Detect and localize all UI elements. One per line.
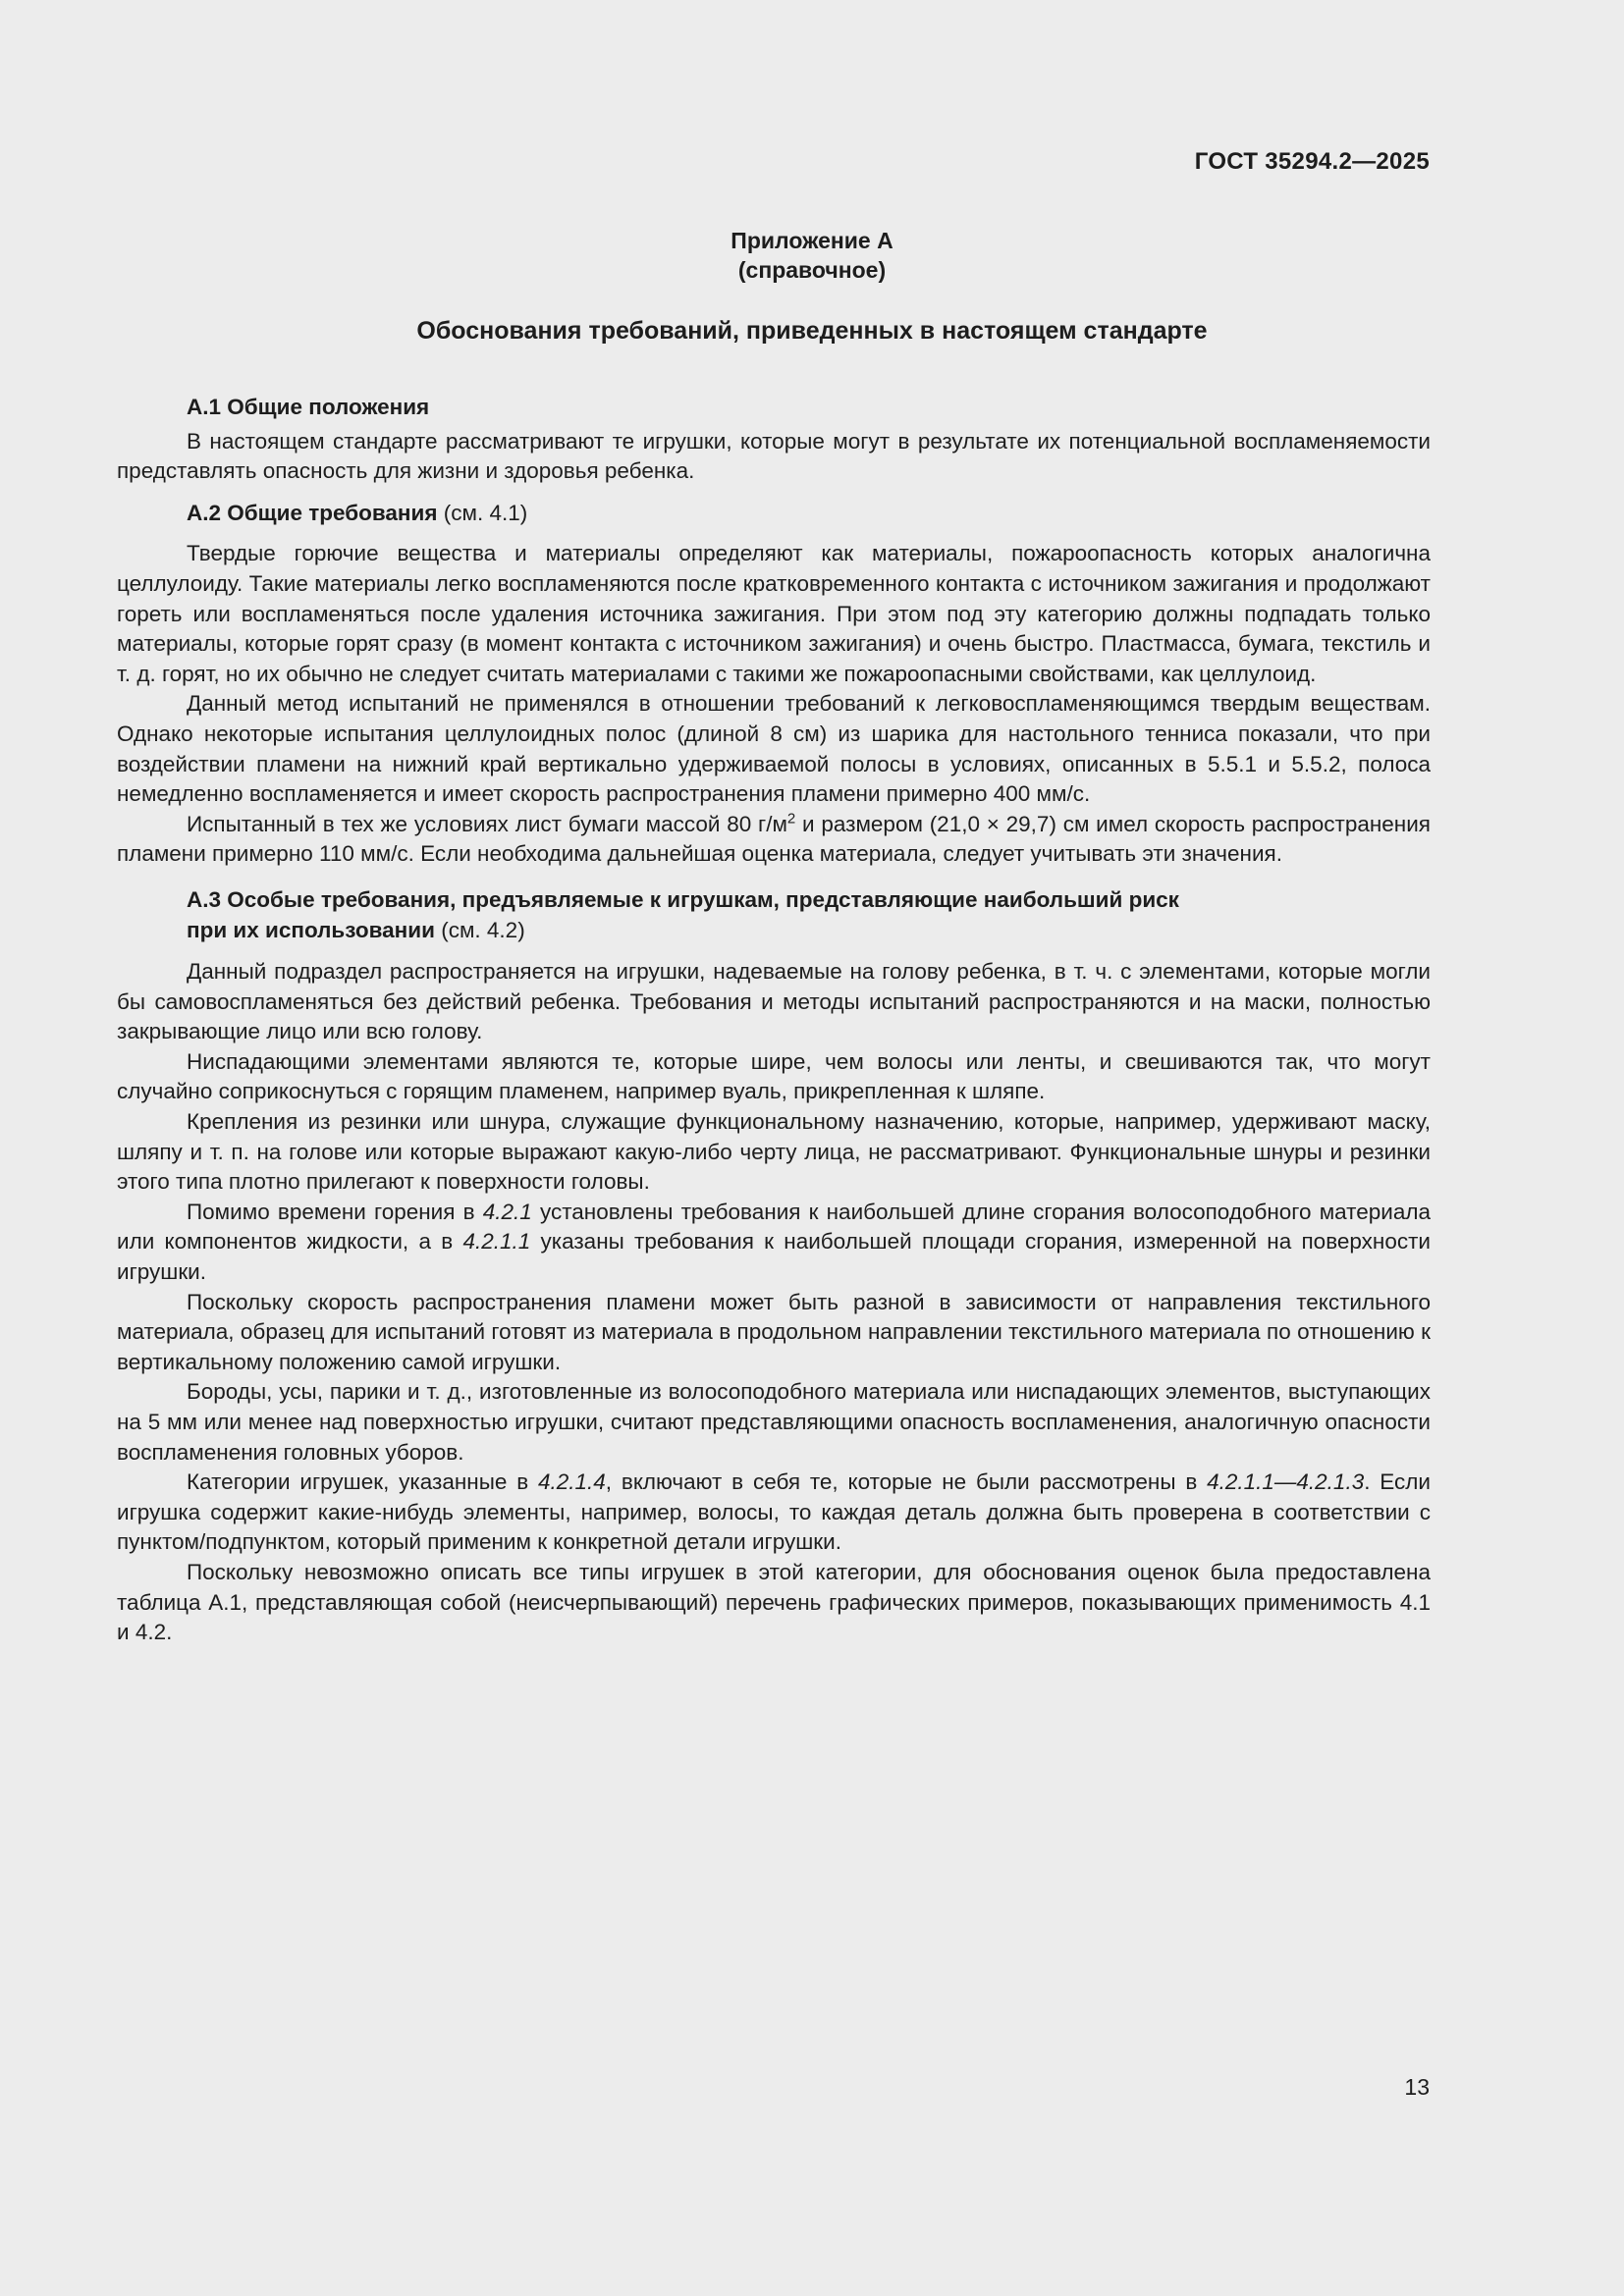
standard-id: ГОСТ 35294.2—2025 — [1194, 148, 1430, 175]
clause-reference: 4.2.1.1 — [462, 1229, 531, 1255]
text-run: установлены требования к наибольшей длине сгорания волосоподобного материала или компонентов жидкости, а в — [117, 1199, 1431, 1255]
paragraph: Крепления из резинки или шнура, служащие функциональному назначению, которые, например, удерживают маску, шляпу и т. п. на голове или которые выражают какую-либо черту лица, не рассматривают. Функциональные шнуры и резинки этого типа плотно прилегают к поверхности головы. — [117, 1109, 1431, 1195]
clause-reference: 4.2.1 — [482, 1199, 532, 1224]
paragraph: Поскольку скорость распространения пламени может быть разной в зависимости от направления текстильного материала, образец для испытаний готовят из материала в продольном направлении текстильного материала по отношению к вертикальному положению самой игрушки. — [117, 1289, 1431, 1374]
paragraph — [117, 810, 1431, 870]
appendix-title: Приложение А — [731, 228, 893, 253]
text-run: Испытанный в тех же условиях лист бумаги массой 80 г/м — [187, 811, 787, 836]
section-a3-title-line2-wrap — [187, 916, 1431, 946]
appendix-subtitle: (справочное) — [737, 257, 887, 283]
paragraph: Твердые горючие вещества и материалы определяют как материалы, пожароопасность которых аналогична целлулоиду. Такие материалы легко воспламеняются после кратковременного контакта с источником зажигания и продолжают гореть или воспламеняться после удаления источника зажигания. При этом под эту категорию должны подпадать только материалы, которые горят сразу (в момент контакта с источником зажигания) и очень быстро. Пластмасса, бумага, текстиль и т. д. горят, но их обычно не следует считать материалами с такими же пожароопасными свойствами, как целлулоид. — [117, 541, 1431, 686]
paragraph: Данный подраздел распространяется на игрушки, надеваемые на голову ребенка, в т. ч. с элементами, которые могли бы самовоспламеняться без действий ребенка. Требования и методы испытаний распространяются и на маски, полностью закрывающие лицо или всю голову. — [117, 959, 1431, 1044]
page-number: 13 — [1404, 2074, 1430, 2100]
section-a2-title: А.2 Общие требования — [187, 500, 438, 525]
paragraph — [117, 1198, 1431, 1288]
section-a3-ref: (см. 4.2) — [441, 917, 525, 942]
document-title: Обоснования требований, приведенных в настоящем стандарте — [416, 317, 1208, 345]
paragraph: Данный метод испытаний не применялся в отношении требований к легковоспламеняющимся твердым веществам. Однако некоторые испытания целлулоидных полос (длиной 8 см) из шарика для настольного тенниса показали, что при воздействии пламени на нижний край вертикально удерживаемой полосы в условиях, описанных в 5.5.1 и 5.5.2, полоса немедленно воспламеняется и имеет скорость распространения пламени примерно 400 мм/с. — [117, 691, 1431, 807]
paragraph: Ниспадающими элементами являются те, которые шире, чем волосы или ленты, и свешиваются так, что могут случайно соприкоснуться с горящим пламенем, например вуаль, прикрепленная к шляпе. — [117, 1048, 1431, 1104]
section-a3-heading — [117, 885, 1431, 945]
text-run: Помимо времени горения в — [187, 1199, 483, 1224]
text-run: указаны требования к наибольшей площади сгорания, измеренной на поверхности игрушки. — [117, 1229, 1431, 1285]
section-a1-heading: А.1 Общие положения — [187, 395, 430, 419]
appendix-heading — [0, 226, 1624, 285]
document-body — [117, 393, 1431, 1648]
section-a3-title-line2: при их использовании — [187, 917, 435, 942]
text-run: , включают в себя те, которые не были рассмотрены в — [605, 1469, 1208, 1495]
clause-reference: 4.2.1.4 — [537, 1469, 606, 1495]
section-a3-title-line1: А.3 Особые требования, предъявляемые к игрушкам, представляющие наибольший риск — [187, 886, 1179, 912]
paragraph: В настоящем стандарте рассматривают те игрушки, которые могут в результате их потенциальной воспламеняемости представлять опасность для жизни и здоровья ребенка. — [117, 428, 1431, 484]
paragraph: Поскольку невозможно описать все типы игрушек в этой категории, для обоснования оценок была предоставлена таблица А.1, представляющая собой (неисчерпывающий) перечень графических примеров, показывающих применимость 4.1 и 4.2. — [117, 1559, 1431, 1645]
paragraph — [117, 1468, 1431, 1558]
section-a2-ref: (см. 4.1) — [443, 500, 528, 525]
text-run: Категории игрушек, указанные в — [187, 1469, 538, 1495]
section-a2-heading — [117, 499, 1431, 529]
text-run: . Если игрушка содержит какие-нибудь элементы, например, волосы, то каждая деталь должна быть проверена в соответствии с пунктом/подпунктом, который применим к конкретной детали игрушки. — [117, 1469, 1431, 1555]
clause-reference: 4.2.1.1—4.2.1.3 — [1207, 1469, 1365, 1495]
superscript: 2 — [786, 810, 796, 828]
paragraph: Бороды, усы, парики и т. д., изготовленные из волосоподобного материала или ниспадающих элементов, выступающих на 5 мм или менее над поверхностью игрушки, считают представляющими опасность воспламенения, аналогичную опасности воспламенения головных уборов. — [117, 1379, 1431, 1465]
text-run: и размером (21,0 × 29,7) см имел скорость распространения пламени примерно 110 мм/с. Если необходима дальнейшая оценка материала, следует учитывать эти значения. — [117, 811, 1431, 867]
